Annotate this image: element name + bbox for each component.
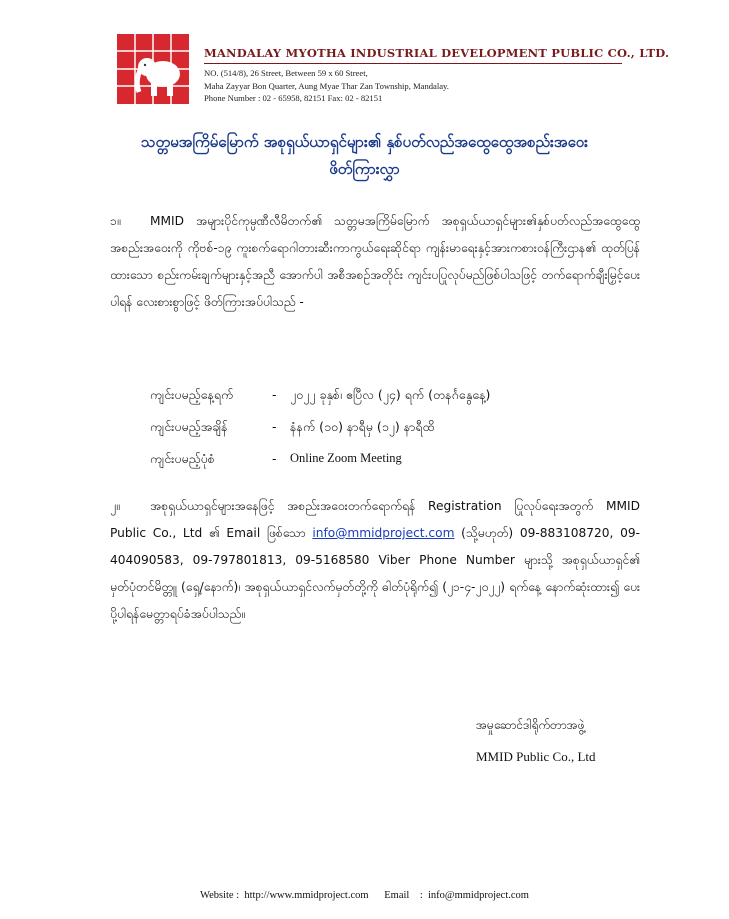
paragraph-2 bbox=[110, 493, 640, 628]
dash: - bbox=[272, 387, 277, 402]
phone-line: Phone Number : 02 - 65958, 82151 Fax: 02 - 82151 bbox=[204, 93, 383, 103]
signature-line-2: MMID Public Co., Ltd bbox=[476, 749, 596, 764]
document-title-line-2: ဖိတ်ကြားလွှာ bbox=[329, 160, 400, 178]
meeting-time-value: နံနက် (၁၀) နာရီမှ (၁၂) နာရီထိ bbox=[290, 419, 435, 434]
paragraph-2-text-b: (သို့မဟုတ်) 09-883108720, 09-404090583, 09-797801813, 09-5168580 Viber Phone Number များသို့ အစုရှယ်ယာရှင်၏ မှတ်ပုံတင်မိတ္တူ (ရှေ့/နောက်)၊ အစုရှယ်ယာရှင်လက်မှတ်တို့ကို ဓါတ်ပုံရိုက်၍ (၂၁-၄-၂၀၂၂) ရက်နေ့ နောက်ဆုံးထား၍ ပေးပို့ပါရန်မေတ္တာရပ်ခံအပ်ပါသည်။ bbox=[110, 526, 640, 621]
header-divider bbox=[204, 63, 622, 64]
company-logo bbox=[117, 34, 189, 104]
address-line-2: Maha Zayyar Bon Quarter, Aung Myae Thar Zan Township, Mandalay. bbox=[204, 80, 449, 91]
dash: - bbox=[272, 419, 277, 434]
document-title-line-1: သတ္တမအကြိမ်မြောက် အစုရှယ်ယာရှင်များ၏ နှစ်ပတ်လည်အထွေထွေအစည်းအဝေး bbox=[141, 133, 588, 151]
paragraph-1-number: ၁။ bbox=[110, 214, 121, 228]
company-name: MANDALAY MYOTHA INDUSTRIAL DEVELOPMENT PUBLIC CO., LTD. bbox=[204, 46, 670, 60]
email-link[interactable]: info@mmidproject.com bbox=[312, 526, 455, 540]
paragraph-2-number: ၂။ bbox=[110, 499, 120, 513]
footer-contact: Website : http://www.mmidproject.com Email : info@mmidproject.com bbox=[200, 890, 529, 901]
address-line-1: NO. (514/8), 26 Street, Between 59 x 60 Street, bbox=[204, 68, 368, 78]
company-address bbox=[204, 67, 449, 105]
signature-line-1: အမှုဆောင်ဒါရိုက်တာအဖွဲ့ bbox=[476, 718, 585, 732]
meeting-date-label: ကျင်းပမည့်နေ့ရက် bbox=[150, 387, 234, 402]
paragraph-1 bbox=[110, 208, 640, 316]
meeting-format-label: ကျင်းပမည့်ပုံစံ bbox=[150, 451, 215, 466]
paragraph-1-text: MMID အများပိုင်ကုမ္ပဏီလီမိတက်၏ သတ္တမအကြိမ်မြောက် အစုရှယ်ယာရှင်များ၏နှစ်ပတ်လည်အထွေထွေအစည်းအဝေးကို ကိုဗစ်-၁၉ ကူးစက်ရောဂါတားဆီးကာကွယ်ရေးဆိုင်ရာ ကျန်းမာရေးနှင့်အားကစားဝန်ကြီးဌာန၏ ထုတ်ပြန်ထားသော စည်းကမ်းချက်များနှင့်အညီ အောက်ပါ အစီအစဉ်အတိုင်း ကျင်းပပြုလုပ်မည်ဖြစ်ပါသဖြင့် တက်ရောက်ချီးမြှင့်ပေးပါရန် လေးစားစွာဖြင့် ဖိတ်ကြားအပ်ပါသည် - bbox=[110, 214, 640, 309]
meeting-format-value: Online Zoom Meeting bbox=[290, 451, 402, 465]
paragraph-2-text-a: အစုရှယ်ယာရှင်များအနေဖြင့် အစည်းအဝေးတက်ရောက်ရန် Registration ပြုလုပ်ရေးအတွက် MMID Public Co., Ltd ၏ Email ဖြစ်သော bbox=[110, 499, 640, 540]
meeting-time-label: ကျင်းပမည့်အချိန် bbox=[150, 419, 228, 434]
meeting-date-value: ၂၀၂၂ ခုနှစ်၊ ဧပြီလ (၂၄) ရက် (တနင်္ဂနွေနေ့) bbox=[290, 387, 491, 402]
dash: - bbox=[272, 451, 277, 466]
